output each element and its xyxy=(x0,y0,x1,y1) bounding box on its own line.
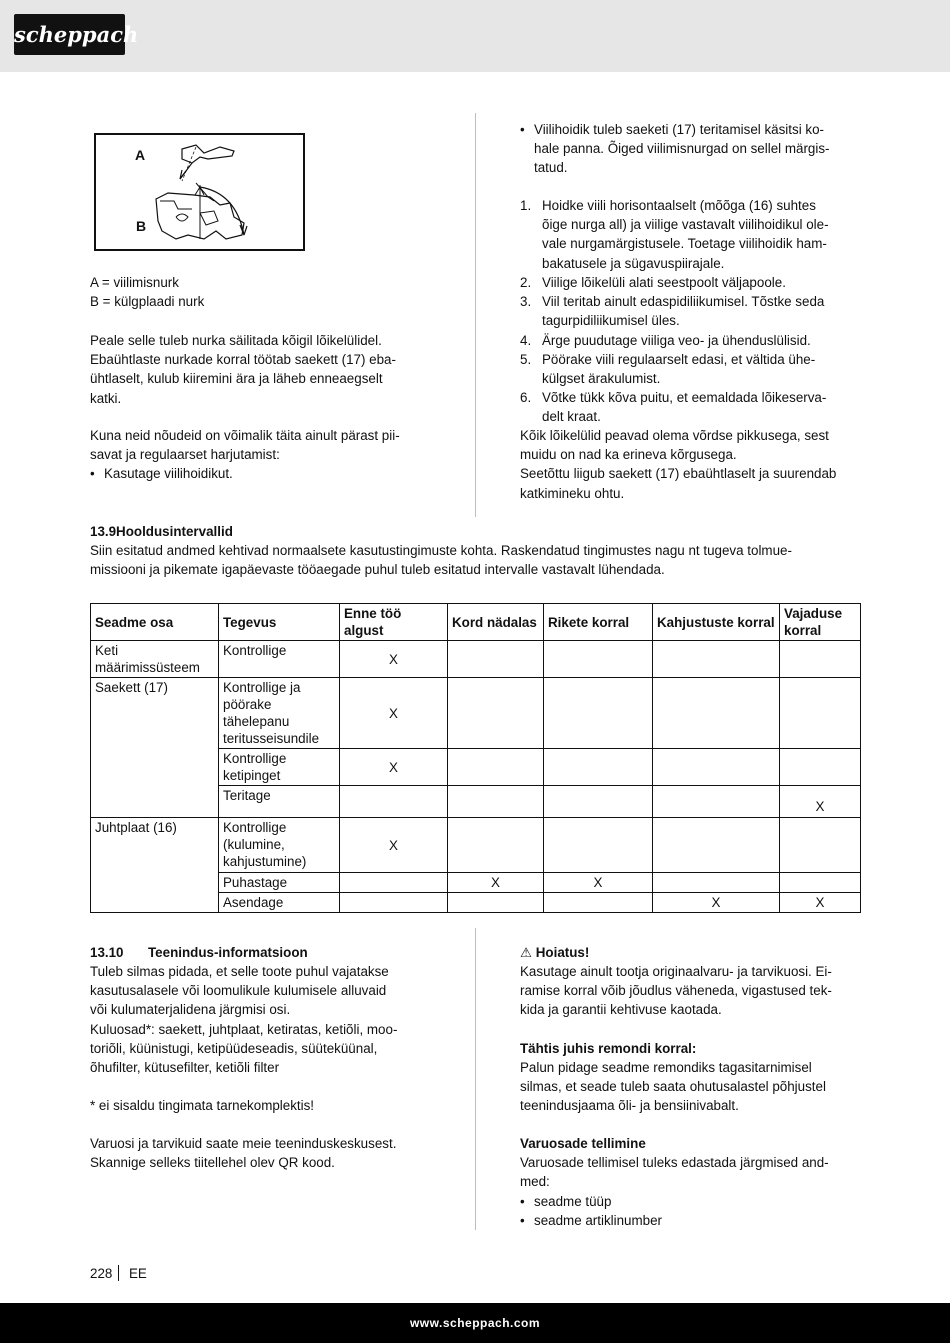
spare-parts-paragraph xyxy=(90,1134,430,1172)
text-line: külgset ärakulumist. xyxy=(542,371,661,387)
text-line: hale panna. Õiged viilimisnurgad on sellel märgis- xyxy=(534,141,830,157)
empty-cell xyxy=(448,786,544,818)
table-row xyxy=(91,678,861,749)
sharpening-step xyxy=(520,331,860,350)
empty-cell xyxy=(544,641,653,678)
text-line: missiooni ja pikemate igapäevaste tööaegade puhul tuleb esitatud intervalle vastavalt lühendada. xyxy=(90,562,665,578)
step-number: 1. xyxy=(520,198,532,213)
logo-text: scheppach xyxy=(14,22,139,47)
text-line: Peale selle tuleb nurka säilitada kõigil lõikelülidel. xyxy=(90,333,382,348)
text-line: Tuleb silmas pidada, et selle toote puhul vajatakse xyxy=(90,964,389,979)
repair-paragraph xyxy=(520,1058,860,1116)
empty-cell xyxy=(448,749,544,786)
column-header: Kord nädalas xyxy=(448,604,544,641)
text-line: või kulumaterjalidena järgmisi osi. xyxy=(90,1002,291,1018)
column-divider-top xyxy=(475,113,476,517)
part-cell: Keti määrimissüsteem xyxy=(91,641,219,678)
figure-label-a: A xyxy=(135,147,146,163)
empty-cell xyxy=(653,873,780,893)
text-line: Ärge puudutage viiliga veo- ja ühenduslülisid. xyxy=(542,333,811,348)
footer-bar xyxy=(0,1303,950,1343)
angle-paragraph xyxy=(90,331,430,408)
step-number: 6. xyxy=(520,390,532,405)
service-info-paragraph xyxy=(90,962,430,1077)
empty-cell xyxy=(340,873,448,893)
maintenance-interval-table xyxy=(90,603,861,913)
text-line: õhufilter, kütusefilter, ketiõli filter xyxy=(90,1060,280,1076)
empty-cell xyxy=(780,678,861,749)
bullet-mark: • xyxy=(90,466,95,481)
text-line: Viil teritab ainult edaspidiliikumisel. Tõstke seda xyxy=(542,294,825,309)
section-number-13-10: 13.10 xyxy=(90,945,124,960)
text-line: tatud. xyxy=(534,160,568,176)
bullet-mark: • xyxy=(520,1194,525,1209)
empty-cell xyxy=(544,893,653,913)
text-line: Palun pidage seadme remondiks tagasitarnimisel xyxy=(520,1060,812,1075)
step-number: 2. xyxy=(520,275,532,290)
delivery-note: * ei sisaldu tingimata tarnekomplektis! xyxy=(90,1098,315,1113)
sharpening-step xyxy=(520,292,860,330)
bullet-mark: • xyxy=(520,1213,525,1228)
text-line: Viilihoidik tuleb saeketi (17) teritamisel käsitsi ko- xyxy=(534,122,824,137)
empty-cell xyxy=(544,678,653,749)
action-cell: Kontrollige (kulumine, kahjustumine) xyxy=(219,818,340,873)
action-cell: Teritage xyxy=(219,786,340,818)
text-line: kasutusalasele või loomulikule kulumisele alluvaid xyxy=(90,983,387,999)
empty-cell xyxy=(780,749,861,786)
file-holder-info-bullet xyxy=(520,120,860,178)
column-header: Rikete korral xyxy=(544,604,653,641)
text-line: ramise korral võib jõudlus väheneda, vigastused tek- xyxy=(520,983,832,999)
bullet-text: seadme artiklinumber xyxy=(534,1213,663,1228)
filing-angle-figure xyxy=(94,133,305,251)
text-line: Kõik lõikelülid peavad olema võrdse pikkusega, sest xyxy=(520,428,829,443)
text-line: delt kraat. xyxy=(542,409,601,425)
page-number-separator xyxy=(118,1265,119,1281)
text-line: med: xyxy=(520,1174,550,1190)
text-line: Võtke tükk kõva puitu, et eemaldada lõikeserva- xyxy=(542,390,827,405)
empty-cell xyxy=(780,818,861,873)
text-line: Varuosade tellimisel tuleks edastada järgmised and- xyxy=(520,1155,829,1170)
empty-cell xyxy=(448,678,544,749)
text-line: Pöörake viili regulaarselt edasi, et vältida ühe- xyxy=(542,352,816,367)
mark-cell: X xyxy=(780,893,861,913)
text-line: Seetõttu liigub saekett (17) ebaühtlaselt ja suurendab xyxy=(520,466,837,482)
text-line: teenindusjaama õli- ja bensiinivabalt. xyxy=(520,1098,739,1114)
bullet-text: Kasutage viilihoidikut. xyxy=(104,466,233,481)
text-line: Kuna neid nõudeid on võimalik täita ainult pärast pii- xyxy=(90,428,400,443)
language-code: EE xyxy=(129,1266,147,1281)
action-cell: Kontrollige ja pöörake tähelepanu teritusseisundile xyxy=(219,678,340,749)
maintenance-intro xyxy=(90,541,860,579)
mark-cell: X xyxy=(780,786,861,818)
text-line: Varuosi ja tarvikuid saate meie teeninduskeskusest. xyxy=(90,1136,397,1151)
step-number: 3. xyxy=(520,294,532,309)
table-row xyxy=(91,818,861,873)
order-item-bullet xyxy=(520,1192,611,1211)
text-line: savat ja regulaarset harjutamist: xyxy=(90,447,280,463)
text-line: Siin esitatud andmed kehtivad normaalsete kasutustingimuste kohta. Raskendatud tingimustes nagu nt tugeva tolmue- xyxy=(90,543,792,558)
text-line: silmas, et seade tuleb saata ohutusalastel põhjustel xyxy=(520,1079,826,1095)
column-header: Tegevus xyxy=(219,604,340,641)
text-line: bakatusele ja sügavuspiirajale. xyxy=(542,255,725,271)
section-heading-13-9: 13.9Hooldusintervallid xyxy=(90,524,233,539)
figure-label-b: B xyxy=(136,218,147,234)
empty-cell xyxy=(780,873,861,893)
mark-cell: X xyxy=(340,641,448,678)
text-line: tagurpidiliikumisel üles. xyxy=(542,313,680,329)
ordering-paragraph xyxy=(520,1153,860,1191)
empty-cell xyxy=(340,893,448,913)
header-bar xyxy=(0,0,950,72)
empty-cell xyxy=(448,893,544,913)
empty-cell xyxy=(653,641,780,678)
text-line: Skannige selleks tiitellehel olev QR kood. xyxy=(90,1155,335,1171)
text-line: katki. xyxy=(90,390,122,406)
bullet-mark: • xyxy=(520,122,525,137)
warning-heading xyxy=(520,943,589,962)
action-cell: Kontrollige ketipinget xyxy=(219,749,340,786)
text-line: Ebaühtlaste nurkade korral töötab saekett (17) eba- xyxy=(90,352,396,368)
empty-cell xyxy=(653,786,780,818)
sharpening-step xyxy=(520,388,860,426)
text-line: Viilige lõikelüli alati seestpoolt väljapoole. xyxy=(542,275,786,290)
legend-a: A = viilimisnurk xyxy=(90,275,179,290)
warning-paragraph xyxy=(520,962,860,1020)
empty-cell xyxy=(544,749,653,786)
action-cell: Kontrollige xyxy=(219,641,340,678)
empty-cell xyxy=(780,641,861,678)
step-number: 5. xyxy=(520,352,532,367)
text-line: katkimineku ohtu. xyxy=(520,485,625,501)
mark-cell: X xyxy=(544,873,653,893)
mark-cell: X xyxy=(340,749,448,786)
text-line: õige nurga all) ja viilige vastavalt viilihoidikul ole- xyxy=(542,217,829,233)
empty-cell xyxy=(448,641,544,678)
text-line: vale nurgamärgistusele. Toetage viilihoidik ham- xyxy=(542,236,827,252)
warning-title: Hoiatus! xyxy=(535,945,590,960)
text-line: kida ja garantii kehtivuse kaotada. xyxy=(520,1002,722,1018)
text-line: muidu on nad ka erineva kõrgusega. xyxy=(520,447,737,463)
text-line: ühtlaselt, kulub kiiremini ära ja läheb enneaegselt xyxy=(90,371,383,387)
text-line: Kuluosad*: saekett, juhtplaat, ketiratas, ketiõli, moo- xyxy=(90,1021,398,1037)
text-line: Hoidke viili horisontaalselt (mõõga (16) suhtes xyxy=(542,198,816,213)
empty-cell xyxy=(544,786,653,818)
empty-cell xyxy=(653,749,780,786)
action-cell: Asendage xyxy=(219,893,340,913)
sharpening-step xyxy=(520,196,860,273)
warning-triangle-icon: ⚠ xyxy=(520,945,533,960)
empty-cell xyxy=(653,818,780,873)
order-item-bullet xyxy=(520,1211,662,1230)
page-number: 228 xyxy=(90,1266,113,1281)
mark-cell: X xyxy=(340,678,448,749)
text-line: Kasutage ainult tootja originaalvaru- ja tarvikuosi. Ei- xyxy=(520,964,832,979)
section-title-13-10: Teenindus-informatsioon xyxy=(148,945,308,960)
column-header: Vajaduse korral xyxy=(780,604,861,641)
mark-cell: X xyxy=(448,873,544,893)
website-link[interactable]: www.scheppach.com xyxy=(409,1316,541,1330)
table-header-row xyxy=(91,604,861,641)
bullet-text: seadme tüüp xyxy=(534,1194,612,1209)
empty-cell xyxy=(653,678,780,749)
mark-cell: X xyxy=(340,818,448,873)
empty-cell xyxy=(544,818,653,873)
repair-heading: Tähtis juhis remondi korral: xyxy=(520,1041,697,1056)
empty-cell xyxy=(448,818,544,873)
ordering-heading: Varuosade tellimine xyxy=(520,1136,646,1151)
file-holder-bullet xyxy=(90,464,233,483)
column-divider-bottom xyxy=(475,928,476,1230)
part-cell: Juhtplaat (16) xyxy=(91,818,219,913)
action-cell: Puhastage xyxy=(219,873,340,893)
sharpening-step xyxy=(520,350,860,388)
column-header: Kahjustuste korral xyxy=(653,604,780,641)
scheppach-logo[interactable] xyxy=(14,14,139,55)
chain-tooth-drawing xyxy=(96,135,303,249)
practice-paragraph xyxy=(90,426,430,464)
column-header: Seadme osa xyxy=(91,604,219,641)
sharpening-step xyxy=(520,273,860,292)
part-cell: Saekett (17) xyxy=(91,678,219,818)
legend-b: B = külgplaadi nurk xyxy=(90,294,205,309)
table-row xyxy=(91,641,861,678)
text-line: toriõli, küünistugi, ketipüüdeseadis, süüteküünal, xyxy=(90,1040,378,1056)
step-number: 4. xyxy=(520,333,532,348)
equal-length-paragraph xyxy=(520,426,860,503)
column-header: Enne töö algust xyxy=(340,604,448,641)
empty-cell xyxy=(340,786,448,818)
mark-cell: X xyxy=(653,893,780,913)
